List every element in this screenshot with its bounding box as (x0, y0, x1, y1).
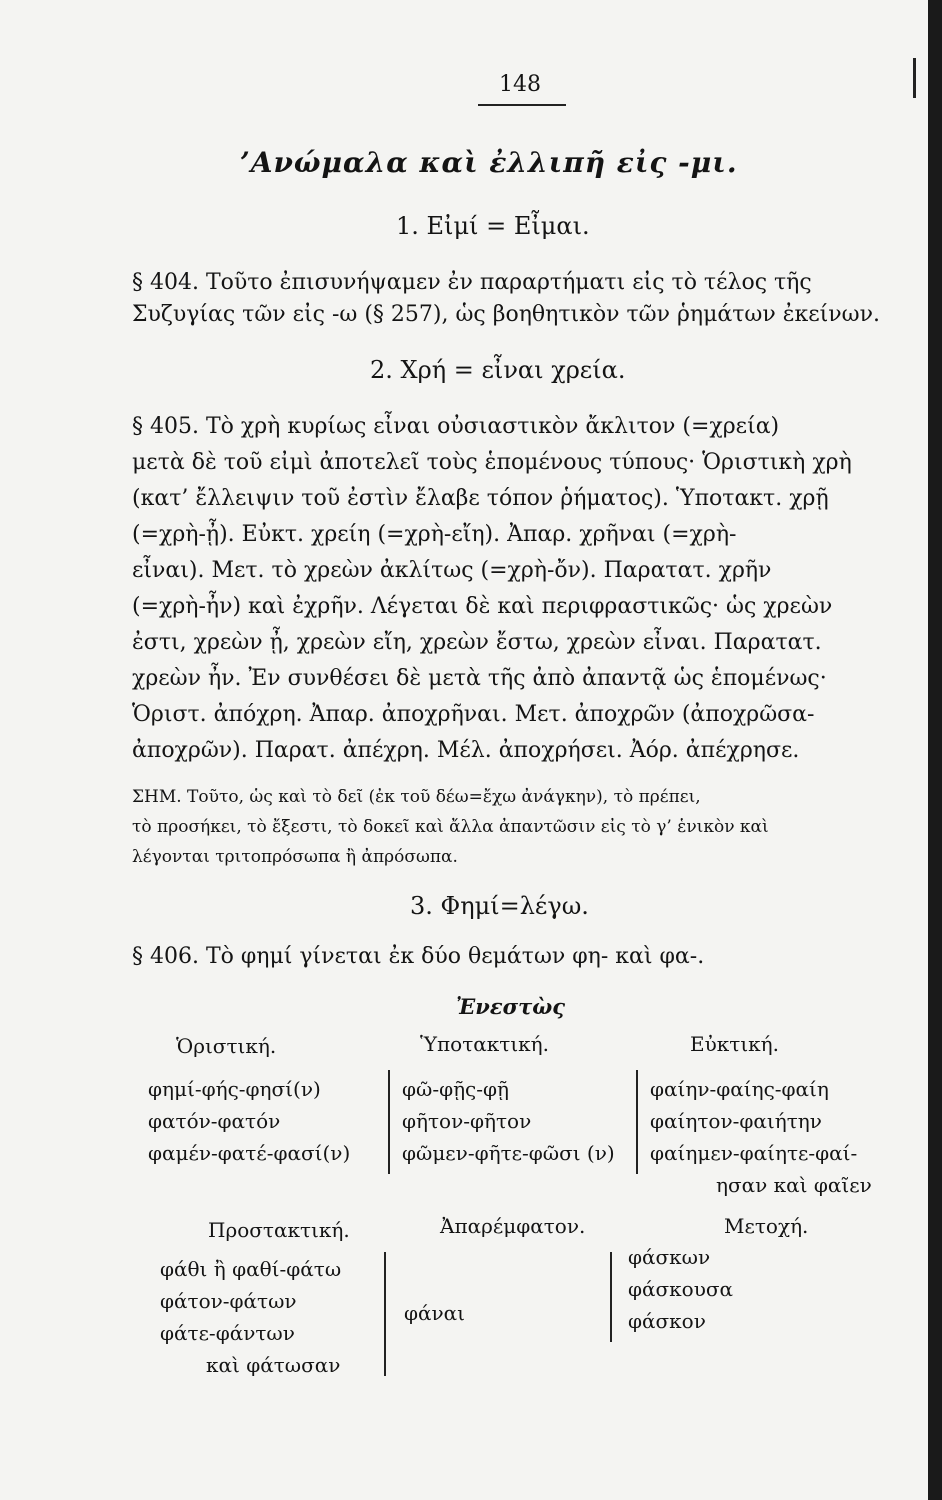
mood-header-oristiki: Ὁριστική. (176, 1034, 277, 1058)
margin-mark (913, 58, 916, 98)
ypotaktiki-form: φῆτον-φῆτον (402, 1109, 532, 1133)
oristiki-form: φαμέν-φατέ-φασί(ν) (148, 1141, 351, 1165)
euktiki-form: ησαν καὶ φαῖεν (716, 1173, 872, 1197)
paragraph-404-line: Συζυγίας τῶν εἰς -ω (§ 257), ὡς βοηθητικὸν τῶν ῥημάτων ἐκείνων. (132, 302, 880, 327)
oristiki-form: φατόν-φατόν (148, 1109, 281, 1133)
mood-header-prostaktiki: Προστακτική. (208, 1218, 350, 1242)
prostaktiki-form: φάθι ἢ φαθί-φάτω (160, 1257, 342, 1281)
column-divider (384, 1252, 386, 1376)
note-line: τὸ προσήκει, τὸ ἔξεστι, τὸ δοκεῖ καὶ ἄλλα ἀπαντῶσιν εἰς τὸ γ’ ἑνικὸν καὶ (132, 817, 769, 837)
note-line: ΣΗΜ. Τοῦτο, ὡς καὶ τὸ δεῖ (ἐκ τοῦ δέω=ἔχω ἀνάγκην), τὸ πρέπει, (132, 787, 701, 807)
ypotaktiki-form: φῶ-φῇς-φῇ (402, 1077, 510, 1101)
paragraph-405-line: (=χρὴ-ἦν) καὶ ἐχρῆν. Λέγεται δὲ καὶ περιφραστικῶς· ὡς χρεὼν (132, 594, 833, 619)
page-number: 148 (499, 72, 541, 97)
paragraph-405-line: εἶναι). Μετ. τὸ χρεὼν ἀκλίτως (=χρὴ-ὄν). Παρατατ. χρῆν (132, 558, 772, 583)
paragraph-405-line: (=χρὴ-ᾖ). Εὐκτ. χρείη (=χρὴ-εἴη). Ἀπαρ. χρῆναι (=χρὴ- (132, 522, 737, 547)
paragraph-405-line: (κατ’ ἔλλειψιν τοῦ ἐστὶν ἔλαβε τόπον ῥήματος). Ὑποτακτ. χρῇ (132, 486, 829, 511)
paragraph-405-line: ἀποχρῶν). Παρατ. ἀπέχρη. Μέλ. ἀποχρήσει. Ἀόρ. ἀπέχρησε. (132, 738, 800, 763)
mood-header-metochi: Μετοχή. (724, 1214, 809, 1238)
metochi-form: φάσκουσα (628, 1277, 734, 1301)
aparemfaton-form: φάναι (404, 1301, 466, 1325)
column-divider (636, 1070, 638, 1174)
section-2-heading: 2. Χρή = εἶναι χρεία. (370, 356, 626, 384)
tense-heading: Ἐνεστὼς (456, 994, 565, 1019)
mood-header-ypotaktiki: Ὑποτακτική. (420, 1032, 550, 1056)
paragraph-404-line: § 404. Τοῦτο ἐπισυνήψαμεν ἐν παραρτήματι εἰς τὸ τέλος τῆς (132, 270, 812, 295)
paragraph-405-line: μετὰ δὲ τοῦ εἰμὶ ἀποτελεῖ τοὺς ἑπομένους τύπους· Ὁριστικὴ χρὴ (132, 450, 852, 475)
metochi-form: φάσκων (628, 1245, 711, 1269)
paragraph-406-line: § 406. Τὸ φημί γίνεται ἐκ δύο θεμάτων φη- καὶ φα-. (132, 944, 705, 969)
prostaktiki-form: φάτον-φάτων (160, 1289, 297, 1313)
paragraph-405-line: § 405. Τὸ χρὴ κυρίως εἶναι οὐσιαστικὸν ἄκλιτον (=χρεία) (132, 414, 780, 439)
ypotaktiki-form: φῶμεν-φῆτε-φῶσι (ν) (402, 1141, 615, 1165)
column-divider (610, 1252, 612, 1342)
paragraph-405-line: ἐστι, χρεὼν ᾖ, χρεὼν εἴη, χρεὼν ἔστω, χρεὼν εἶναι. Παρατατ. (132, 630, 822, 655)
euktiki-form: φαίημεν-φαίητε-φαί- (650, 1141, 858, 1165)
chapter-title: ’Ανώμαλα καὶ ἐλλιπῆ εἰς -μι. (240, 146, 738, 179)
paragraph-405-line: χρεὼν ἦν. Ἐν συνθέσει δὲ μετὰ τῆς ἀπὸ ἀπαντᾷ ὡς ἑπομένως· (132, 666, 827, 691)
section-1-heading: 1. Εἰμί = Εἶμαι. (396, 212, 590, 240)
euktiki-form: φαίητον-φαιήτην (650, 1109, 822, 1133)
page-edge-shadow (928, 0, 942, 1500)
mood-header-euktiki: Εὐκτική. (690, 1032, 780, 1056)
metochi-form: φάσκον (628, 1309, 706, 1333)
prostaktiki-form: καὶ φάτωσαν (206, 1353, 341, 1377)
section-3-heading: 3. Φημί=λέγω. (410, 892, 589, 920)
euktiki-form: φαίην-φαίης-φαίη (650, 1077, 829, 1101)
page-number-rule (478, 104, 566, 106)
column-divider (388, 1070, 390, 1174)
paragraph-405-line: Ὁριστ. ἀπόχρη. Ἀπαρ. ἀποχρῆναι. Μετ. ἀποχρῶν (ἀποχρῶσα- (132, 702, 815, 727)
prostaktiki-form: φάτε-φάντων (160, 1321, 295, 1345)
mood-header-aparemfaton: Ἀπαρέμφατον. (440, 1214, 586, 1238)
oristiki-form: φημί-φής-φησί(ν) (148, 1077, 321, 1101)
note-line: λέγονται τριτοπρόσωπα ἢ ἀπρόσωπα. (132, 847, 458, 867)
